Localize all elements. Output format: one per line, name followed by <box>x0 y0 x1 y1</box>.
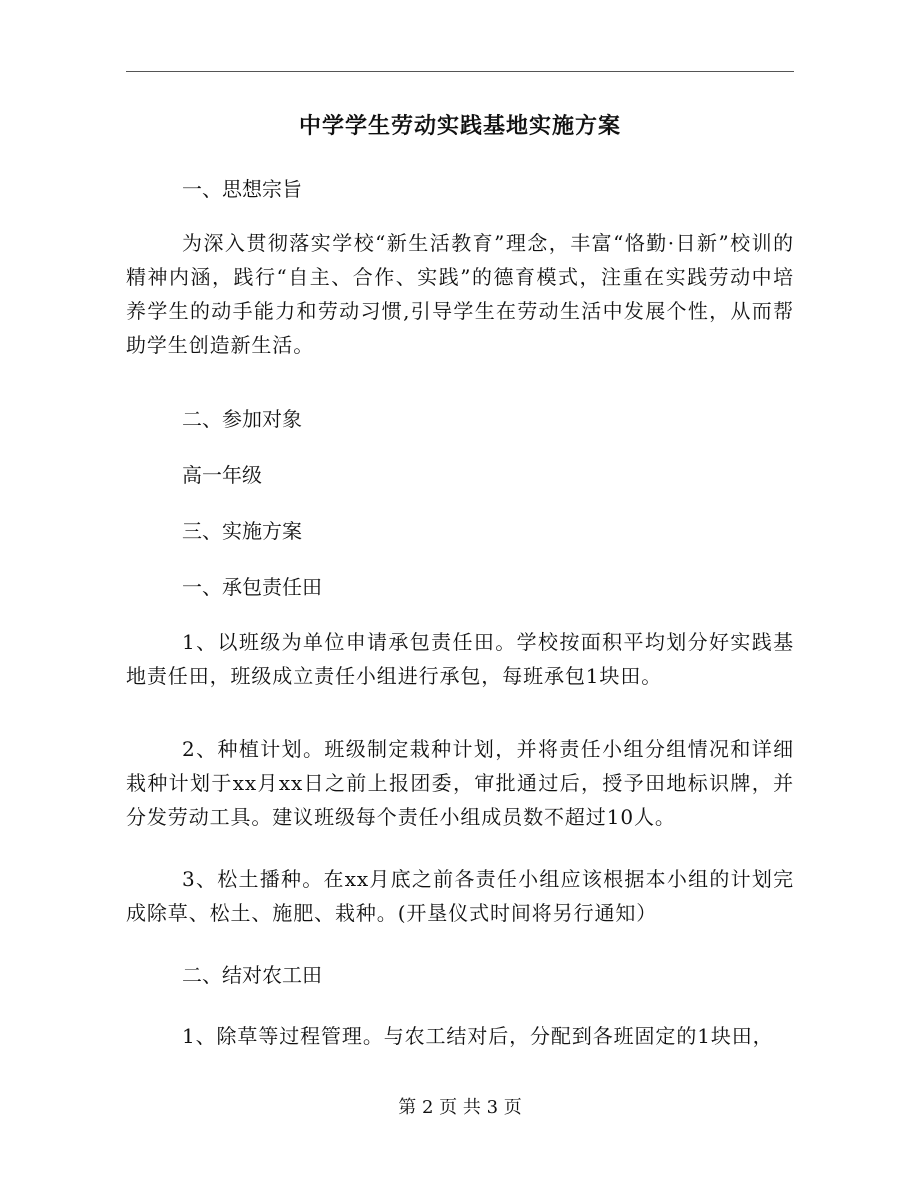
section-heading-participants: 二、参加对象 <box>182 407 302 431</box>
header-rule <box>126 71 794 72</box>
page-number: 第 2 页 共 3 页 <box>398 1097 522 1118</box>
participants-text: 高一年级 <box>182 463 262 487</box>
section-heading-purpose: 一、思想宗旨 <box>182 177 302 201</box>
plan-item-3: 3、松土播种。在xx月底之前各责任小组应该根据本小组的计划完成除草、松土、施肥、栽种。(开垦仪式时间将另行通知） <box>126 867 794 925</box>
purpose-paragraph: 为深入贯彻落实学校“新生活教育”理念，丰富“恪勤·日新”校训的精神内涵，践行“自主、合作、实践”的德育模式，注重在实践劳动中培养学生的动手能力和劳动习惯,引导学生在劳动生活中发展个性，从而帮助学生创造新生活。 <box>126 231 794 357</box>
section-heading-plan: 三、实施方案 <box>182 519 302 543</box>
document-title: 中学学生劳动实践基地实施方案 <box>298 113 621 139</box>
subheading-farmer-field: 二、结对农工田 <box>182 963 322 987</box>
plan-item-2: 2、种植计划。班级制定栽种计划，并将责任小组分组情况和详细栽种计划于xx月xx日之前上报团委，审批通过后，授予田地标识牌，并分发劳动工具。建议班级每个责任小组成员数不超过10人。 <box>126 737 794 829</box>
plan-item-4: 1、除草等过程管理。与农工结对后，分配到各班固定的1块田， <box>182 1024 774 1048</box>
plan-item-1: 1、以班级为单位申请承包责任田。学校按面积平均划分好实践基地责任田，班级成立责任小组进行承包，每班承包1块田。 <box>126 630 794 688</box>
subheading-responsibility-field: 一、承包责任田 <box>182 575 322 599</box>
